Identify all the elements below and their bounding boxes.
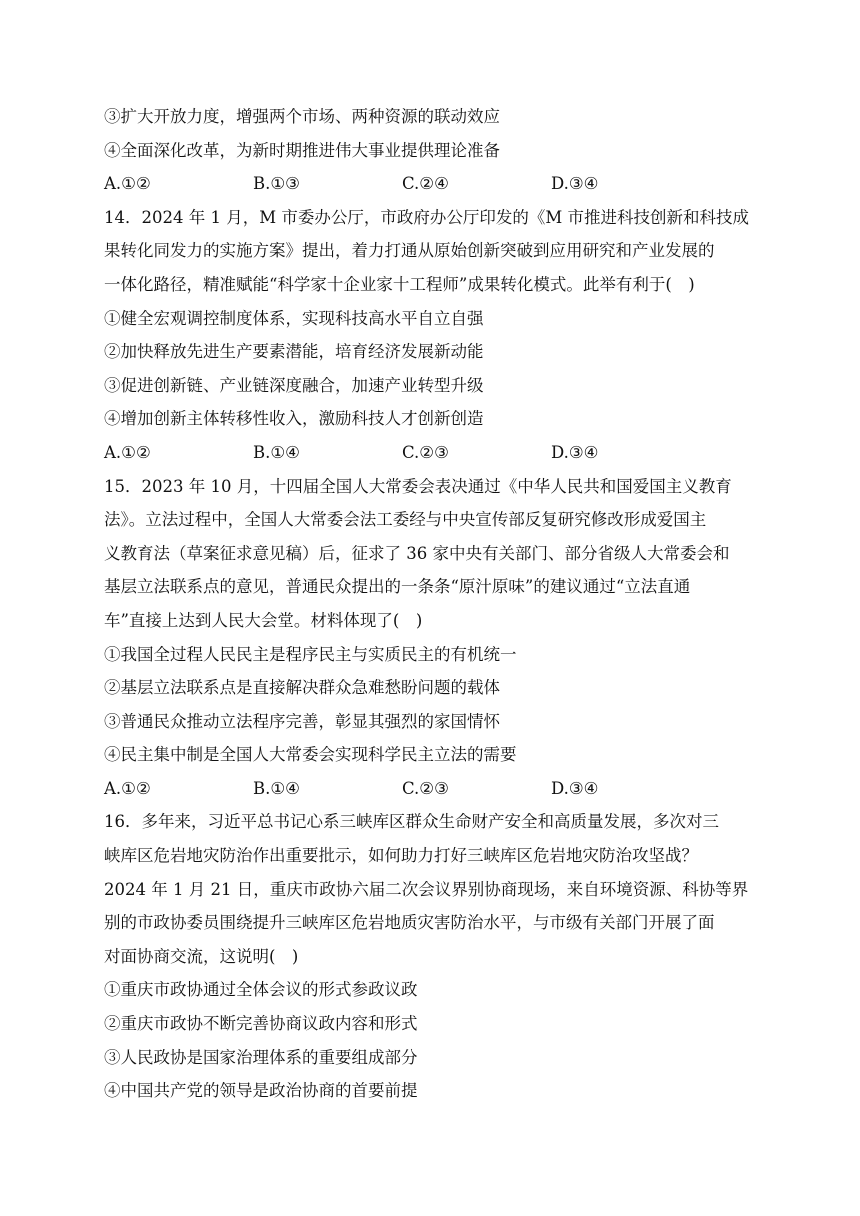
q14-options (104, 436, 764, 470)
q15-item-3: ③普通民众推动立法程序完善，彰显其强烈的家国情怀 (104, 711, 500, 731)
q14-item-2: ②加快释放先进生产要素潜能，培育经济发展新动能 (104, 342, 484, 362)
q13-option-a[interactable]: A.①② (104, 174, 151, 194)
q13-option-d[interactable]: D.③④ (551, 174, 599, 194)
q14-stem-line: 一体化路径，精准赋能“科学家十企业家十工程师”成果转化模式。此举有利于( ) (104, 274, 695, 294)
q14-stem-line: 果转化同发力的实施方案》提出，着力打通从原始创新突破到应用研究和产业发展的 (104, 241, 715, 261)
document-content (104, 100, 764, 1108)
q15-item-1: ①我国全过程人民民主是程序民主与实质民主的有机统一 (104, 644, 517, 664)
q16-stem-line: 别的市政协委员围绕提升三峡库区危岩地质灾害防治水平，与市级有关部门开展了面 (104, 913, 715, 933)
q13-option-b[interactable]: B.①③ (253, 174, 300, 194)
q15-stem-line: 15．2023 年 10 月，十四届全国人大常委会表决通过《中华人民共和国爱国主义教育 (104, 476, 732, 496)
q14-option-b[interactable]: B.①④ (253, 442, 300, 462)
q15-option-a[interactable]: A.①② (104, 778, 151, 798)
q14-item-3: ③促进创新链、产业链深度融合，加速产业转型升级 (104, 375, 484, 395)
q15-option-c[interactable]: C.②③ (402, 778, 449, 798)
q15-options (104, 772, 764, 806)
q16-stem-line: 2024 年 1 月 21 日，重庆市政协六届二次会议界别协商现场，来自环境资源、科协等界 (104, 879, 749, 899)
q16-item-3: ③人民政协是国家治理体系的重要组成部分 (104, 1047, 418, 1067)
q15-option-d[interactable]: D.③④ (551, 778, 599, 798)
q13-options (104, 167, 764, 201)
q13-option-c[interactable]: C.②④ (402, 174, 449, 194)
q15-item-4: ④民主集中制是全国人大常委会实现科学民主立法的需要 (104, 745, 517, 765)
q16-stem-line: 峡库区危岩地灾防治作出重要批示，如何助力打好三峡库区危岩地灾防治攻坚战？ (104, 846, 698, 866)
question-14 (104, 201, 764, 470)
question-16 (104, 805, 764, 1107)
q15-stem-line: 义教育法（草案征求意见稿）后，征求了 36 家中央有关部门、部分省级人大常委会和 (104, 543, 730, 563)
q16-stem-line: 对面协商交流，这说明( ) (104, 946, 299, 966)
q15-stem-line: 车”直接上达到人民大会堂。材料体现了( ) (104, 610, 423, 630)
q14-item-1: ①健全宏观调控制度体系，实现科技高水平自立自强 (104, 308, 484, 328)
q15-option-b[interactable]: B.①④ (253, 778, 300, 798)
q14-option-a[interactable]: A.①② (104, 442, 151, 462)
q16-item-2: ②重庆市政协不断完善协商议政内容和形式 (104, 1014, 418, 1034)
q15-item-2: ②基层立法联系点是直接解决群众急难愁盼问题的载体 (104, 678, 500, 698)
q14-item-4: ④增加创新主体转移性收入，激励科技人才创新创造 (104, 409, 484, 429)
q15-stem-line: 基层立法联系点的意见，普通民众提出的一条条“原汁原味”的建议通过“立法直通 (104, 577, 691, 597)
question-15 (104, 470, 764, 806)
q13-item-3: ③扩大开放力度，增强两个市场、两种资源的联动效应 (104, 107, 500, 126)
question-13 (104, 100, 764, 201)
q14-stem-line: 14．2024 年 1 月，M 市委办公厅，市政府办公厅印发的《M 市推进科技创新和科技成 (104, 207, 749, 227)
q13-item-4: ④全面深化改革，为新时期推进伟大事业提供理论准备 (104, 140, 500, 160)
q14-option-c[interactable]: C.②③ (402, 442, 449, 462)
q16-stem-line: 16．多年来，习近平总书记心系三峡库区群众生命财产安全和高质量发展，多次对三 (104, 812, 719, 832)
q16-item-4: ④中国共产党的领导是政治协商的首要前提 (104, 1081, 418, 1101)
q16-item-1: ①重庆市政协通过全体会议的形式参政议政 (104, 980, 418, 1000)
q15-stem-line: 法》。立法过程中，全国人大常委会法工委经与中央宣传部反复研究修改形成爱国主 (104, 510, 707, 530)
q14-option-d[interactable]: D.③④ (551, 442, 599, 462)
